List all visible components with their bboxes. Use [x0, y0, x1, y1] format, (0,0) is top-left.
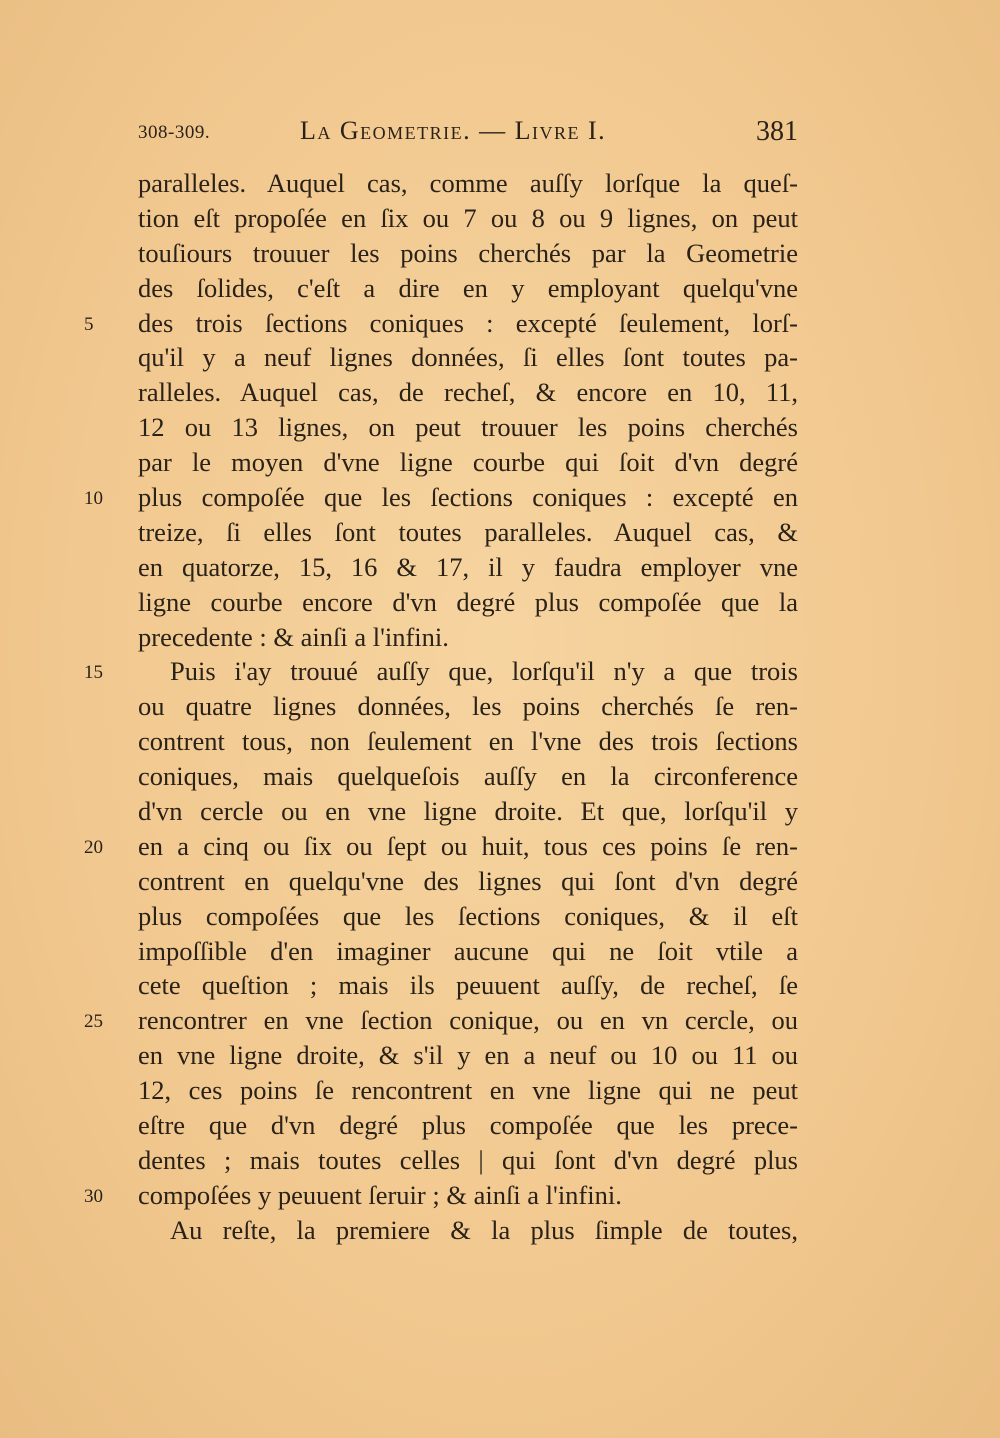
text-line [0, 1038, 1000, 1073]
line-text: tion eſt propoſée en ſix ou 7 ou 8 ou 9 lignes, on peut [138, 202, 798, 233]
line-text: en vne ligne droite, & s'il y en a neuf ou 10 ou 11 ou [138, 1040, 798, 1071]
text-line [0, 1178, 1000, 1213]
line-text: plus compoſées que les ſections coniques, & il eſt [138, 900, 798, 931]
line-number: 15 [84, 662, 103, 684]
line-text: en a cinq ou ſix ou ſept ou huit, tous ces poins ſe ren- [138, 830, 798, 861]
line-text: precedente : & ainſi a l'infini. [138, 621, 449, 652]
text-line [0, 934, 1000, 969]
text-line [0, 410, 1000, 445]
line-text: 12, ces poins ſe rencontrent en vne ligne qui ne peut [138, 1075, 798, 1106]
line-text: 12 ou 13 lignes, on peut trouuer les poins cherchés [138, 412, 798, 443]
text-line [0, 445, 1000, 480]
text-line [0, 1213, 1000, 1248]
text-line [0, 654, 1000, 689]
text-line [0, 271, 1000, 306]
line-text: treize, ſi elles ſont toutes paralleles. Auquel cas, & [138, 516, 798, 547]
line-number: 30 [84, 1185, 103, 1207]
line-text: dentes ; mais toutes celles | qui ſont d'vn degré plus [138, 1144, 798, 1175]
text-line [0, 306, 1000, 341]
line-text: Au reſte, la premiere & la plus ſimple de toutes, [170, 1214, 798, 1245]
line-text: des trois ſections coniques : excepté ſeulement, lorſ- [138, 307, 798, 338]
header-page-range: 308-309. [138, 122, 211, 143]
line-text: compoſées y peuuent ſeruir ; & ainſi a l'infini. [138, 1179, 622, 1210]
line-text: plus compoſée que les ſections coniques : excepté en [138, 482, 798, 513]
line-text: contrent en quelqu'vne des lignes qui ſont d'vn degré [138, 865, 798, 896]
text-line [0, 864, 1000, 899]
text-line [0, 968, 1000, 1003]
line-text: des ſolides, c'eſt a dire en y employant quelqu'vne [138, 272, 798, 303]
line-text: eſtre que d'vn degré plus compoſée que les prece- [138, 1110, 798, 1141]
text-line [0, 375, 1000, 410]
line-text: en quatorze, 15, 16 & 17, il y faudra employer vne [138, 551, 798, 582]
header-title: La Geometrie. — Livre I. [300, 116, 607, 145]
text-line [0, 1143, 1000, 1178]
text-line [0, 829, 1000, 864]
line-text: touſiours trouuer les poins cherchés par la Geometrie [138, 237, 798, 268]
line-text: qu'il y a neuf lignes données, ſi elles ſont toutes pa- [138, 342, 798, 373]
text-line [0, 585, 1000, 620]
text-line [0, 689, 1000, 724]
text-line [0, 1108, 1000, 1143]
text-line [0, 794, 1000, 829]
text-line [0, 515, 1000, 550]
text-line [0, 550, 1000, 585]
line-text: cete queſtion ; mais ils peuuent auſſy, de recheſ, ſe [138, 970, 798, 1001]
line-number: 10 [84, 488, 103, 510]
text-line [0, 201, 1000, 236]
line-number: 20 [84, 836, 103, 858]
line-text: Puis i'ay trouué auſſy que, lorſqu'il n'y a que trois [170, 656, 798, 687]
text-line [0, 236, 1000, 271]
running-header [138, 114, 800, 150]
line-text: ou quatre lignes données, les poins cherchés ſe ren- [138, 691, 798, 722]
page-number: 381 [756, 116, 798, 147]
text-line [0, 759, 1000, 794]
line-text: rencontrer en vne ſection conique, ou en vn cercle, ou [138, 1005, 798, 1036]
line-text: par le moyen d'vne ligne courbe qui ſoit d'vn degré [138, 447, 798, 478]
line-number: 25 [84, 1011, 103, 1033]
line-text: paralleles. Auquel cas, comme auſſy lorſque la queſ- [138, 168, 798, 198]
body-text [0, 166, 1000, 1248]
text-line [0, 899, 1000, 934]
text-line [0, 620, 1000, 655]
line-text: impoſſible d'en imaginer aucune qui ne ſoit vtile a [138, 935, 798, 966]
line-text: ralleles. Auquel cas, de recheſ, & encore en 10, 11, [138, 377, 798, 408]
line-text: contrent tous, non ſeulement en l'vne des trois ſections [138, 726, 798, 757]
line-text: coniques, mais quelqueſois auſſy en la circonference [138, 761, 798, 792]
text-line [0, 166, 1000, 201]
line-text: ligne courbe encore d'vn degré plus compoſée que la [138, 586, 798, 617]
line-number: 5 [84, 313, 94, 335]
text-line [0, 1073, 1000, 1108]
text-line [0, 480, 1000, 515]
line-text: d'vn cercle ou en vne ligne droite. Et que, lorſqu'il y [138, 796, 798, 827]
text-line [0, 340, 1000, 375]
text-line [0, 1003, 1000, 1038]
text-line [0, 724, 1000, 759]
